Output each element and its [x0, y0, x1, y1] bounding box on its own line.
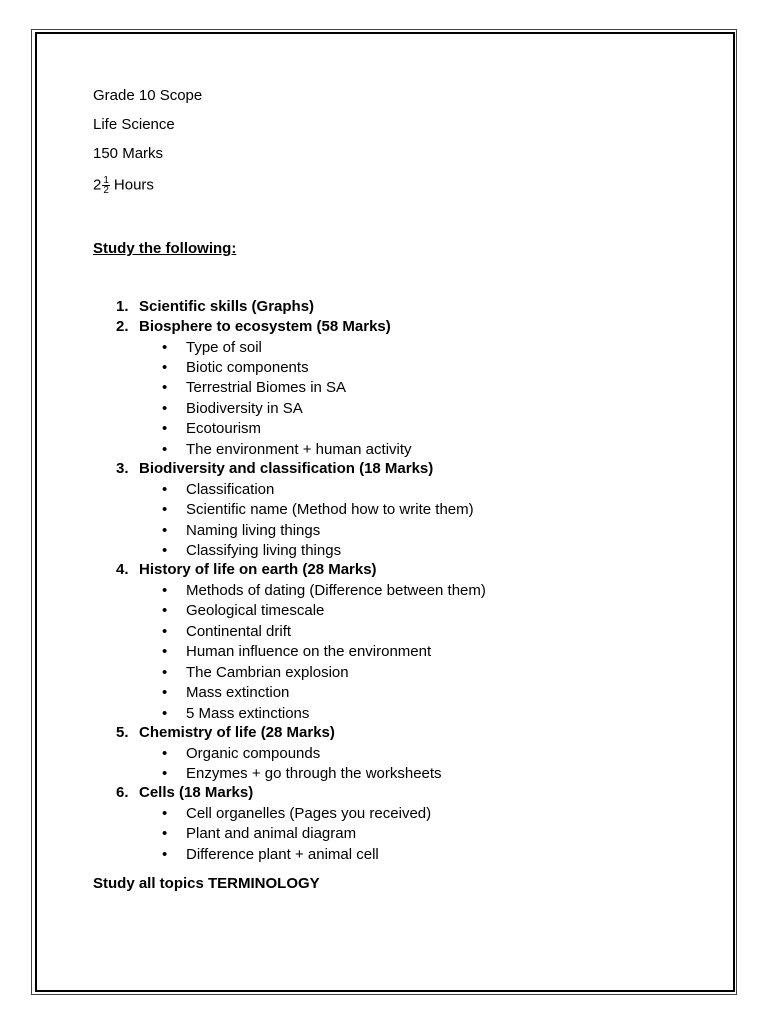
list-item: • Naming living things — [162, 522, 321, 539]
list-item: • Biodiversity in SA — [162, 400, 303, 417]
list-item: • Terrestrial Biomes in SA — [162, 379, 347, 396]
list-item: • Plant and animal diagram — [162, 825, 357, 842]
topic-2 — [116, 318, 391, 336]
list-item: • Geological timescale — [162, 602, 325, 619]
marks-line: 150 Marks — [93, 145, 164, 162]
duration-fraction — [102, 176, 110, 195]
list-item: • Biotic components — [162, 359, 309, 376]
duration-whole: 2 — [93, 176, 102, 194]
topic-1 — [116, 298, 314, 316]
duration-unit: Hours — [113, 176, 154, 194]
list-item: • Mass extinction — [162, 684, 290, 701]
topic-title: History of life on earth (28 Marks) — [139, 561, 377, 578]
topic-title: Chemistry of life (28 Marks) — [139, 724, 335, 741]
list-item: • Cell organelles (Pages you received) — [162, 805, 432, 822]
topic-title: Biodiversity and classification (18 Marks) — [139, 460, 434, 477]
grade-line: Grade 10 Scope — [93, 87, 203, 104]
topic-title: Cells (18 Marks) — [139, 784, 254, 801]
topic-number: 5. — [116, 724, 129, 741]
list-item: • Methods of dating (Difference between them) — [162, 582, 486, 599]
topic-number: 1. — [116, 298, 129, 315]
topic-4 — [116, 561, 377, 579]
list-item: • Classifying living things — [162, 542, 342, 559]
list-item: • Difference plant + animal cell — [162, 846, 379, 863]
topic-number: 4. — [116, 561, 129, 578]
list-item: • Organic compounds — [162, 745, 321, 762]
list-item: • Type of soil — [162, 339, 262, 356]
fraction-denominator: 2 — [103, 185, 109, 196]
list-item: • Enzymes + go through the worksheets — [162, 765, 442, 782]
study-heading: Study the following: — [93, 240, 237, 257]
topic-5 — [116, 724, 335, 742]
topic-3 — [116, 460, 433, 478]
list-item: • Continental drift — [162, 623, 292, 640]
fraction-numerator: 1 — [103, 175, 109, 186]
topic-number: 3. — [116, 460, 129, 477]
topic-6 — [116, 784, 253, 802]
list-item: • Classification — [162, 481, 275, 498]
list-item: • Human influence on the environment — [162, 643, 432, 660]
list-item: • The environment + human activity — [162, 441, 412, 458]
list-item: • The Cambrian explosion — [162, 664, 349, 681]
list-item: • Scientific name (Method how to write them) — [162, 501, 474, 518]
topic-number: 2. — [116, 318, 129, 335]
list-item: • Ecotourism — [162, 420, 262, 437]
topic-title: Scientific skills (Graphs) — [139, 298, 315, 315]
subject-line: Life Science — [93, 116, 175, 133]
topic-title: Biosphere to ecosystem (58 Marks) — [139, 318, 391, 335]
footer-note: Study all topics TERMINOLOGY — [93, 875, 320, 892]
list-item: • 5 Mass extinctions — [162, 705, 310, 722]
duration-line — [93, 176, 154, 195]
topic-number: 6. — [116, 784, 129, 801]
